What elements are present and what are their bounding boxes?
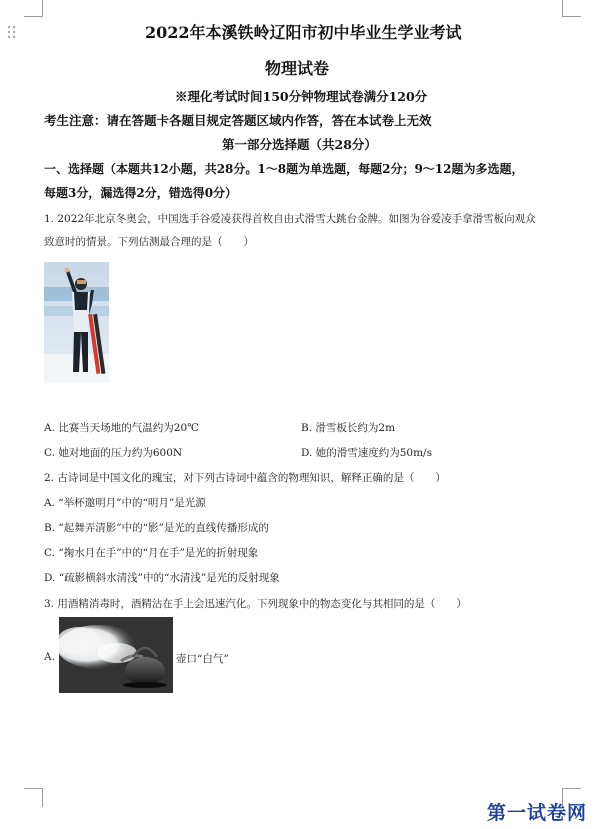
q3-option-a-label: A.	[44, 651, 55, 663]
subject-title: 物理试卷	[265, 59, 330, 78]
q2-option-c: C. “掬水月在手”中的“月在手”是光的折射现象	[44, 547, 259, 559]
candidate-notice: 考生注意：请在答题卡各题目规定答题区域内作答，答在本试卷上无效	[44, 113, 432, 128]
section-instructions-line1: 一、选择题（本题共12小题，共28分。1～8题为单选题，每题2分；9～12题为多选题，	[44, 162, 524, 176]
q1-stem-line1: 1. 2022年北京冬奥会，中国选手谷爱凌获得首枚自由式滑雪大跳台金牌。如图为谷爱凌手拿滑雪板向观众	[44, 213, 536, 225]
q2-option-a: A. “举杯邀明月”中的“明月”是光源	[44, 497, 206, 509]
q1-stem-line2: 致意时的情景。下列估测最合理的是（ ）	[44, 236, 254, 248]
kettle-photo	[59, 617, 173, 693]
exam-note: ※理化考试时间150分钟物理试卷满分120分	[175, 89, 428, 104]
crop-mark-top-right	[562, 0, 581, 17]
watermark-logo: 第一试卷网	[487, 802, 588, 824]
q2-option-b: B. “起舞弄清影”中的“影”是光的直线传播形成的	[44, 522, 269, 534]
q2-stem: 2. 古诗词是中国文化的瑰宝，对下列古诗词中蕴含的物理知识，解释正确的是（ ）	[44, 472, 446, 484]
section-instructions-line2: 每题3分，漏选得2分，错选得0分）	[44, 186, 238, 200]
q3-option-a-caption: 壶口“白气”	[176, 653, 229, 665]
crop-mark-bottom-left	[24, 788, 43, 807]
q1-option-a: A. 比赛当天场地的气温约为20℃	[44, 422, 199, 434]
q1-option-d: D. 她的滑雪速度约为50m/s	[301, 447, 432, 459]
crop-mark-top-left	[24, 0, 43, 17]
drag-handle-icon[interactable]	[8, 26, 18, 40]
q2-option-d: D. “疏影横斜水清浅”中的“水清浅”是光的反射现象	[44, 572, 280, 584]
exam-title: 2022年本溪铁岭辽阳市初中毕业生学业考试	[145, 23, 462, 42]
q1-option-b: B. 滑雪板长约为2m	[301, 422, 396, 434]
part-heading: 第一部分选择题（共28分）	[222, 137, 377, 152]
skier-photo	[44, 262, 109, 383]
q1-option-c: C. 她对地面的压力约为600N	[44, 447, 183, 459]
q3-stem: 3. 用酒精消毒时，酒精沾在手上会迅速汽化。下列现象中的物态变化与其相同的是（ ）	[44, 598, 467, 610]
